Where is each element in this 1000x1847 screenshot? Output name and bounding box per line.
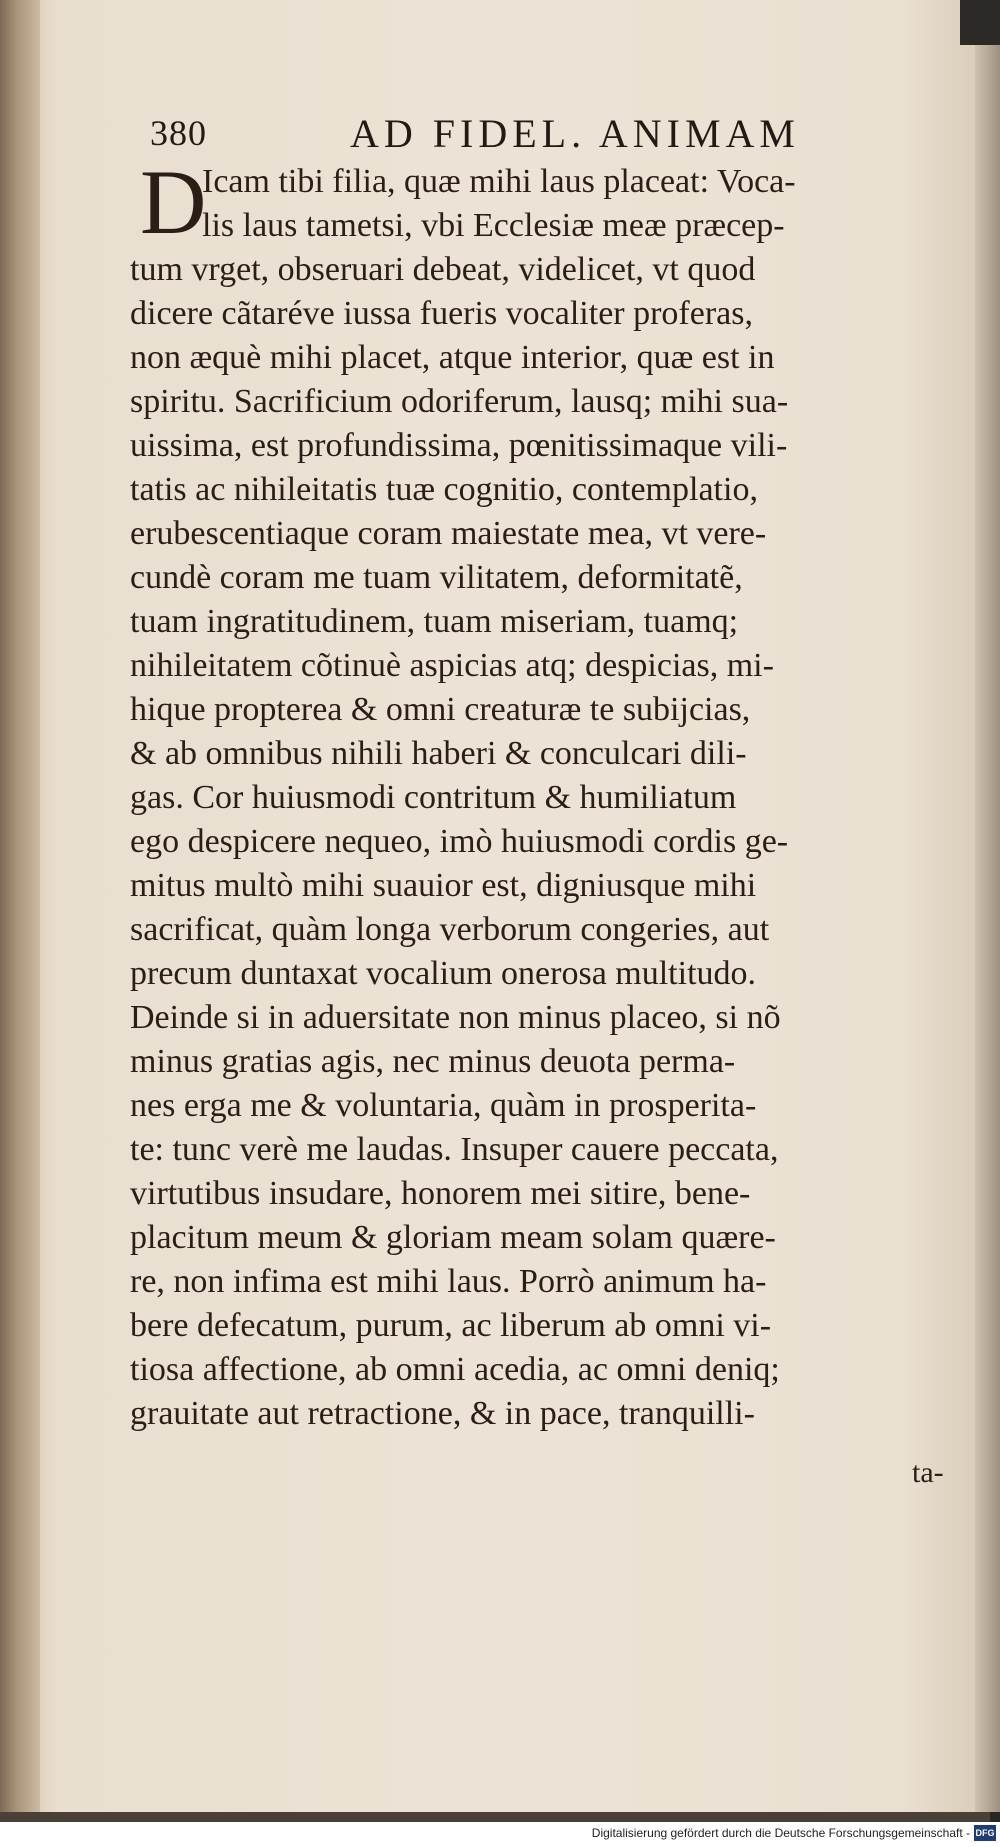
text-line: bere defecatum, purum, ac liberum ab omni vi- xyxy=(130,1307,772,1344)
digitization-footer xyxy=(0,1822,1000,1847)
text-line: ego despicere nequeo, imò huiusmodi cordis ge- xyxy=(130,823,789,860)
running-title: AD FIDEL. ANIMAM xyxy=(350,111,800,156)
book-gutter xyxy=(0,0,40,1820)
text-line: tatis ac nihileitatis tuæ cognitio, contemplatio, xyxy=(130,471,758,508)
text-line: sacrificat, quàm longa verborum congeries, aut xyxy=(130,911,770,948)
text-line: grauitate aut retractione, & in pace, tranquilli- xyxy=(130,1395,755,1432)
text-line: re, non infima est mihi laus. Porrò animum ha- xyxy=(130,1263,767,1300)
text-line: lis laus tametsi, vbi Ecclesiæ meæ præcep- xyxy=(202,207,785,244)
text-line: nes erga me & voluntaria, quàm in prosperita- xyxy=(130,1087,757,1124)
text-line: virtutibus insudare, honorem mei sitire, bene- xyxy=(130,1175,751,1212)
page-header xyxy=(150,110,890,156)
text-line: precum duntaxat vocalium onerosa multitudo. xyxy=(130,955,757,992)
text-line: placitum meum & gloriam meam solam quære- xyxy=(130,1219,776,1256)
page-edge-right xyxy=(975,0,1000,1812)
text-line: erubescentiaque coram maiestate mea, vt vere- xyxy=(130,515,767,552)
text-line: & ab omnibus nihili haberi & conculcari dili- xyxy=(130,735,747,772)
text-line: tuam ingratitudinem, tuam miseriam, tuamq; xyxy=(130,603,739,640)
footer-credit: Digitalisierung gefördert durch die Deutsche Forschungsgemeinschaft - xyxy=(591,1826,970,1840)
text-line: gas. Cor huiusmodi contritum & humiliatum xyxy=(130,779,737,816)
text-line: tum vrget, obseruari debeat, videlicet, vt quod xyxy=(130,251,756,288)
page-number: 380 xyxy=(150,113,207,153)
text-line: Icam tibi filia, quæ mihi laus placeat: Voca- xyxy=(202,163,796,200)
scan-corner xyxy=(960,0,1000,45)
drop-cap: D xyxy=(140,151,207,253)
text-line: cundè coram me tuam vilitatem, deformitatẽ, xyxy=(130,559,743,596)
text-line: uissima, est profundissima, pœnitissimaque vili- xyxy=(130,427,788,464)
text-line: spiritu. Sacrificium odoriferum, lausq; mihi sua- xyxy=(130,383,789,420)
catchword: ta- xyxy=(912,1456,944,1489)
text-line: non æquè mihi placet, atque interior, quæ est in xyxy=(130,339,775,376)
text-line: minus gratias agis, nec minus deuota perma- xyxy=(130,1043,736,1080)
text-line: hique propterea & omni creaturæ te subijcias, xyxy=(130,691,751,728)
page-edge-bottom xyxy=(0,1812,990,1822)
text-line: te: tunc verè me laudas. Insuper cauere peccata, xyxy=(130,1131,779,1168)
text-line: nihileitatem cõtinuè aspicias atq; despicias, mi- xyxy=(130,647,774,684)
dfg-logo: DFG xyxy=(974,1825,996,1841)
text-line: tiosa affectione, ab omni acedia, ac omni deniq; xyxy=(130,1351,780,1388)
text-line: mitus multò mihi suauior est, digniusque mihi xyxy=(130,867,757,904)
text-line: dicere cãtaréve iussa fueris vocaliter proferas, xyxy=(130,295,753,332)
text-line: Deinde si in aduersitate non minus placeo, si nõ xyxy=(130,999,781,1036)
